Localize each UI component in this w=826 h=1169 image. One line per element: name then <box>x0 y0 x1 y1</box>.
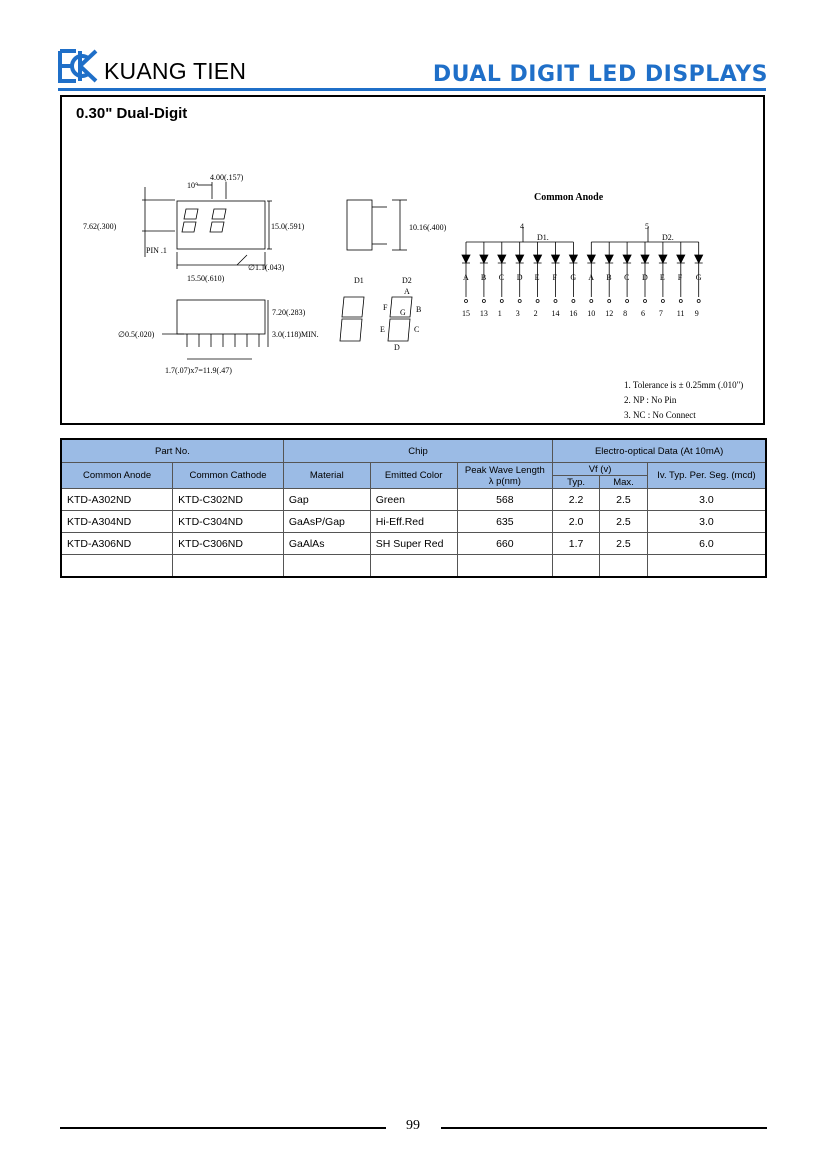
diode-symbol <box>480 255 488 263</box>
cell-wave: 568 <box>457 489 553 511</box>
pin-number: 6 <box>641 309 645 318</box>
common-pin-4: 4 <box>520 222 524 231</box>
segment-label: D <box>516 273 523 282</box>
col-iv: Iv. Typ. Per. Seg. (mcd) <box>647 463 766 489</box>
front-view <box>142 182 272 269</box>
header-rule <box>58 88 766 91</box>
cell-wave: 660 <box>457 533 553 555</box>
pin-dot <box>697 300 700 303</box>
cell-material: GaAsP/Gap <box>283 511 370 533</box>
header-electro: Electro-optical Data (At 10mA) <box>553 439 766 463</box>
pin-number: 2 <box>533 309 538 318</box>
brand-name: KUANG TIEN <box>104 58 247 84</box>
cell-color: SH Super Red <box>370 533 457 555</box>
dim-pin-dia: ∅0.5(.020) <box>118 330 155 339</box>
col-max: Max. <box>600 476 648 489</box>
segment-label: D <box>642 273 648 282</box>
cell-cathode: KTD-C304ND <box>173 511 284 533</box>
diode-symbol <box>605 255 613 263</box>
col-emitted-color: Emitted Color <box>370 463 457 489</box>
dim-pin-pitch: 1.7(.07)x7=11.9(.47) <box>165 366 232 375</box>
seg-label-b: B <box>416 305 422 314</box>
pin-dot <box>465 300 468 303</box>
note-3: 3. NC : No Connect <box>624 410 696 420</box>
diode-symbol <box>534 255 542 263</box>
cell-iv: 3.0 <box>647 511 766 533</box>
segment-label: B <box>480 273 487 282</box>
cell-material: GaAlAs <box>283 533 370 555</box>
cell-anode: KTD-A302ND <box>61 489 173 511</box>
pin-dot <box>679 300 682 303</box>
col-typ: Typ. <box>553 476 600 489</box>
cell-color <box>370 555 457 578</box>
diode-symbol <box>462 255 470 263</box>
cell-cathode: KTD-C306ND <box>173 533 284 555</box>
dim-width-left: 7.62(.300) <box>83 222 117 231</box>
pin-dot <box>661 300 664 303</box>
cell-color: Green <box>370 489 457 511</box>
cell-max: 2.5 <box>600 533 648 555</box>
cell-typ: 2.0 <box>553 511 600 533</box>
seg-label-a: A <box>404 287 410 296</box>
segment-label: A <box>463 273 469 282</box>
pin-number: 16 <box>569 309 578 318</box>
segment-label: G <box>695 273 702 282</box>
pin-dot <box>554 300 557 303</box>
header-chip: Chip <box>283 439 552 463</box>
cell-typ: 2.2 <box>553 489 600 511</box>
pin-dot <box>644 300 647 303</box>
digit-label-d1: D1 <box>354 276 364 285</box>
pin-dot <box>608 300 611 303</box>
circuit-title: Common Anode <box>534 192 604 203</box>
bottom-view <box>162 300 268 359</box>
seg-label-d: D <box>394 343 400 352</box>
cell-max: 2.5 <box>600 489 648 511</box>
pin-number: 1 <box>497 309 502 318</box>
spec-table <box>60 438 767 578</box>
col-peak-wave-line2: λ p(nm) <box>488 475 521 487</box>
seg-label-c: C <box>414 325 420 334</box>
side-view <box>347 200 407 250</box>
diode-symbol <box>623 255 631 263</box>
notes <box>624 378 743 423</box>
digit-label-d2: D2 <box>402 276 412 285</box>
circuit-digit-d1: D1. <box>537 233 549 242</box>
segment-label: B <box>606 273 612 282</box>
diode-symbol <box>695 255 703 263</box>
pin-number: 3 <box>515 309 520 318</box>
cell-material: Gap <box>283 489 370 511</box>
diode-symbol <box>677 255 685 263</box>
dim-pin-len: 3.0(.118)MIN. <box>272 330 319 339</box>
header-part-no: Part No. <box>61 439 283 463</box>
diode-symbol <box>516 255 524 263</box>
cell-iv: 3.0 <box>647 489 766 511</box>
segment-label: C <box>624 273 630 282</box>
pin-number: 13 <box>479 309 488 318</box>
segment-label: A <box>588 273 595 282</box>
page-title: DUAL DIGIT LED DISPLAYS <box>432 62 768 87</box>
pin-number: 10 <box>587 309 596 318</box>
segment-diagram <box>340 297 412 341</box>
cell-material <box>283 555 370 578</box>
pin-dot <box>626 300 629 303</box>
seg-label-g: G <box>400 308 406 317</box>
dim-body-height: 7.20(.283) <box>272 308 306 317</box>
col-common-anode: Common Anode <box>61 463 173 489</box>
kt-logo-icon <box>58 48 100 84</box>
common-pin-5: 5 <box>645 222 649 231</box>
cell-anode <box>61 555 173 578</box>
pin-dot <box>590 300 593 303</box>
table-row <box>61 511 766 533</box>
segment-label: F <box>677 273 683 282</box>
segment-label: E <box>534 273 540 282</box>
section-title: 0.30" Dual-Digit <box>76 105 188 122</box>
diode-symbol <box>498 255 506 263</box>
pin-dot <box>518 300 521 303</box>
dim-seg-pitch: 4.00(.157) <box>210 173 244 182</box>
pin-dot <box>482 300 485 303</box>
cell-iv <box>647 555 766 578</box>
pin-number: 14 <box>551 309 560 318</box>
segment-label: C <box>498 273 505 282</box>
col-peak-wave <box>457 463 553 489</box>
pin-dot <box>500 300 503 303</box>
note-2: 2. NP : No Pin <box>624 395 677 405</box>
cell-typ <box>553 555 600 578</box>
pin-number: 9 <box>694 309 699 318</box>
table-row <box>61 555 766 578</box>
cell-max: 2.5 <box>600 511 648 533</box>
col-peak-wave-line1: Peak Wave Length <box>464 464 545 476</box>
diode-symbol <box>569 255 577 263</box>
col-vf: Vf (v) <box>553 463 648 476</box>
cell-wave: 635 <box>457 511 553 533</box>
note-1: 1. Tolerance is ± 0.25mm (.010") <box>624 380 744 390</box>
pin-number: 8 <box>623 309 628 318</box>
dim-body-width: 15.50(.610) <box>187 274 225 283</box>
page-number: 99 <box>406 1118 420 1133</box>
cell-max <box>600 555 648 578</box>
table-row <box>61 489 766 511</box>
segment-label: G <box>570 273 577 282</box>
dim-angle: 10° <box>187 181 199 190</box>
cell-cathode: KTD-C302ND <box>173 489 284 511</box>
segment-label: F <box>552 273 557 282</box>
diode-symbol <box>641 255 649 263</box>
seg-label-f: F <box>383 303 388 312</box>
mechanical-drawing <box>62 97 763 423</box>
diode-symbol <box>587 255 595 263</box>
pin-dot <box>572 300 575 303</box>
cell-wave <box>457 555 553 578</box>
col-material: Material <box>283 463 370 489</box>
col-common-cathode: Common Cathode <box>173 463 284 489</box>
cell-typ: 1.7 <box>553 533 600 555</box>
pin-number: 11 <box>676 309 685 318</box>
dim-hole: ∅1.1(.043) <box>248 263 285 272</box>
cell-cathode <box>173 555 284 578</box>
cell-color: Hi-Eff.Red <box>370 511 457 533</box>
segment-label: E <box>659 273 665 282</box>
cell-anode: KTD-A306ND <box>61 533 173 555</box>
dim-pin1: PIN .1 <box>146 246 167 255</box>
dim-side-depth: 10.16(.400) <box>409 223 447 232</box>
pin-number: 12 <box>605 309 614 318</box>
seg-label-e: E <box>380 325 385 334</box>
cell-iv: 6.0 <box>647 533 766 555</box>
drawing-panel <box>60 95 765 425</box>
pin-number: 15 <box>462 309 470 318</box>
pin-dot <box>536 300 539 303</box>
dim-height: 15.0(.591) <box>271 222 305 231</box>
table-row <box>61 533 766 555</box>
diode-symbol <box>552 255 560 263</box>
circuit-digit-d2: D2. <box>662 233 674 242</box>
pin-number: 7 <box>658 309 663 318</box>
diode-symbol <box>659 255 667 263</box>
cell-anode: KTD-A304ND <box>61 511 173 533</box>
